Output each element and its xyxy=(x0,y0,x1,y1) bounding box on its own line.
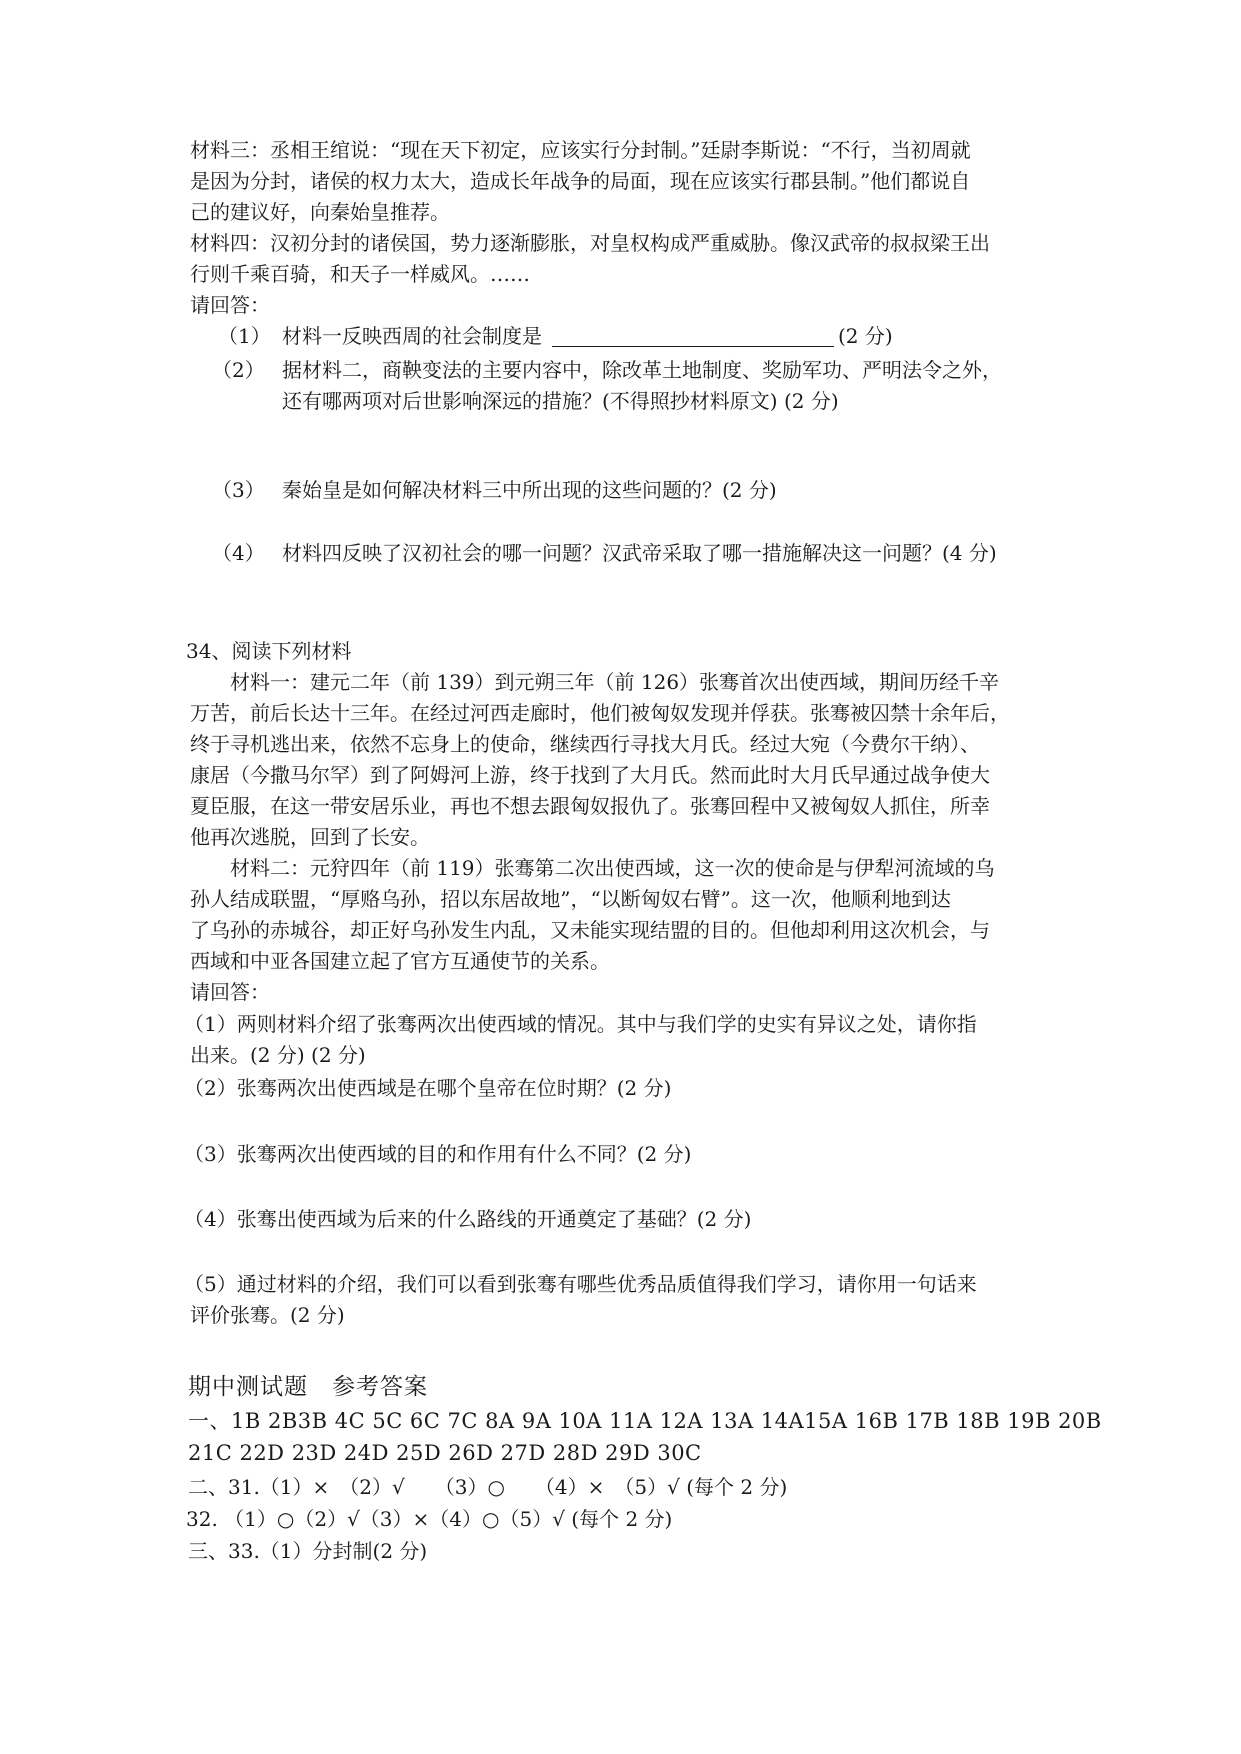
material-3-line-2: 是因为分封，诸侯的权力太大，造成长年战争的局面，现在应该实行郡县制。”他们都说自 xyxy=(190,169,971,193)
q4-text: 材料四反映了汉初社会的哪一问题？汉武帝采取了哪一措施解决这一问题？(4 分) xyxy=(282,541,997,565)
q3-number: （3） xyxy=(212,478,265,502)
q2-line-1: 据材料二，商鞅变法的主要内容中，除改革土地制度、奖励军功、严明法令之外， xyxy=(282,358,1002,382)
answers-line-4: 32. （1）○（2）√（3）×（4）○（5）√ (每个 2 分) xyxy=(186,1507,673,1531)
material-1-line-5: 夏臣服，在这一带安居乐业，再也不想去跟匈奴报仇了。张骞回程中又被匈奴人抓住，所幸 xyxy=(190,794,990,818)
p34-q4: （4）张骞出使西域为后来的什么路线的开通奠定了基础？(2 分) xyxy=(184,1207,752,1231)
material-2-line-3: 了乌孙的赤城谷，却正好乌孙发生内乱，又未能实现结盟的目的。但他却利用这次机会，与 xyxy=(190,918,990,942)
material-4-line-2: 行则千乘百骑，和天子一样威风。…… xyxy=(190,262,530,286)
material-1-line-1: 材料一：建元二年（前 139）到元朔三年（前 126）张骞首次出使西域，期间历经千辛 xyxy=(230,670,1000,694)
answer-prompt-2: 请回答： xyxy=(190,980,270,1004)
p34-q5-line-2: 评价张骞。(2 分) xyxy=(190,1303,345,1327)
p34-q1-line-1: （1）两则材料介绍了张骞两次出使西域的情况。其中与我们学的史实有异议之处，请你指 xyxy=(184,1012,977,1036)
material-3-line-3: 己的建议好，向秦始皇推荐。 xyxy=(190,200,450,224)
material-2-line-1: 材料二：元狩四年（前 119）张骞第二次出使西域，这一次的使命是与伊犁河流域的乌 xyxy=(230,856,995,880)
q1-answer-blank[interactable] xyxy=(552,324,834,347)
q2-line-2: 还有哪两项对后世影响深远的措施？(不得照抄材料原文) (2 分) xyxy=(282,389,839,413)
p34-q5-line-1: （5）通过材料的介绍，我们可以看到张骞有哪些优秀品质值得我们学习，请你用一句话来 xyxy=(184,1272,977,1296)
material-1-line-3: 终于寻机逃出来，依然不忘身上的使命，继续西行寻找大月氏。经过大宛（今费尔干纳）、 xyxy=(190,732,980,756)
answer-prompt: 请回答： xyxy=(190,293,270,317)
p34-q3: （3）张骞两次出使西域的目的和作用有什么不同？(2 分) xyxy=(184,1142,692,1166)
material-4-line-1: 材料四：汉初分封的诸侯国，势力逐渐膨胀，对皇权构成严重威胁。像汉武帝的叔叔梁王出 xyxy=(190,231,990,255)
q4-number: （4） xyxy=(212,541,265,565)
answers-line-3: 二、31.（1）× （2）√ （3）○ （4）× （5）√ (每个 2 分) xyxy=(188,1475,788,1499)
material-3-line-1: 材料三：丞相王绾说：“现在天下初定，应该实行分封制。”廷尉李斯说：“不行，当初周就 xyxy=(190,138,971,162)
p34-q1-line-2: 出来。(2 分) (2 分) xyxy=(190,1043,366,1067)
material-2-line-4: 西域和中亚各国建立起了官方互通使节的关系。 xyxy=(190,949,610,973)
q1-question xyxy=(282,321,893,351)
q1-score: (2 分) xyxy=(838,324,893,348)
part34-title: 34、阅读下列材料 xyxy=(186,639,352,663)
q3-text: 秦始皇是如何解决材料三中所出现的这些问题的？(2 分) xyxy=(282,478,777,502)
q1-text: 材料一反映西周的社会制度是 xyxy=(282,324,542,348)
answers-title: 期中测试题 参考答案 xyxy=(188,1374,428,1400)
material-2-line-2: 孙人结成联盟，“厚赂乌孙，招以东居故地”，“以断匈奴右臂”。这一次，他顺利地到达 xyxy=(190,887,951,911)
answers-line-5: 三、33.（1）分封制(2 分) xyxy=(188,1539,428,1563)
material-1-line-2: 万苦，前后长达十三年。在经过河西走廊时，他们被匈奴发现并俘获。张骞被囚禁十余年后， xyxy=(190,701,1010,725)
q2-number: （2） xyxy=(212,358,265,382)
q1-number: （1） xyxy=(218,324,271,348)
answers-line-2: 21C 22D 23D 24D 25D 26D 27D 28D 29D 30C xyxy=(188,1441,702,1465)
p34-q2: （2）张骞两次出使西域是在哪个皇帝在位时期？(2 分) xyxy=(184,1076,672,1100)
material-1-line-6: 他再次逃脱，回到了长安。 xyxy=(190,825,430,849)
material-1-line-4: 康居（今撒马尔罕）到了阿姆河上游，终于找到了大月氏。然而此时大月氏早通过战争使大 xyxy=(190,763,990,787)
answers-line-1: 一、1B 2B3B 4C 5C 6C 7C 8A 9A 10A 11A 12A 13A 14A15A 16B 17B 18B 19B 20B xyxy=(188,1409,1102,1433)
